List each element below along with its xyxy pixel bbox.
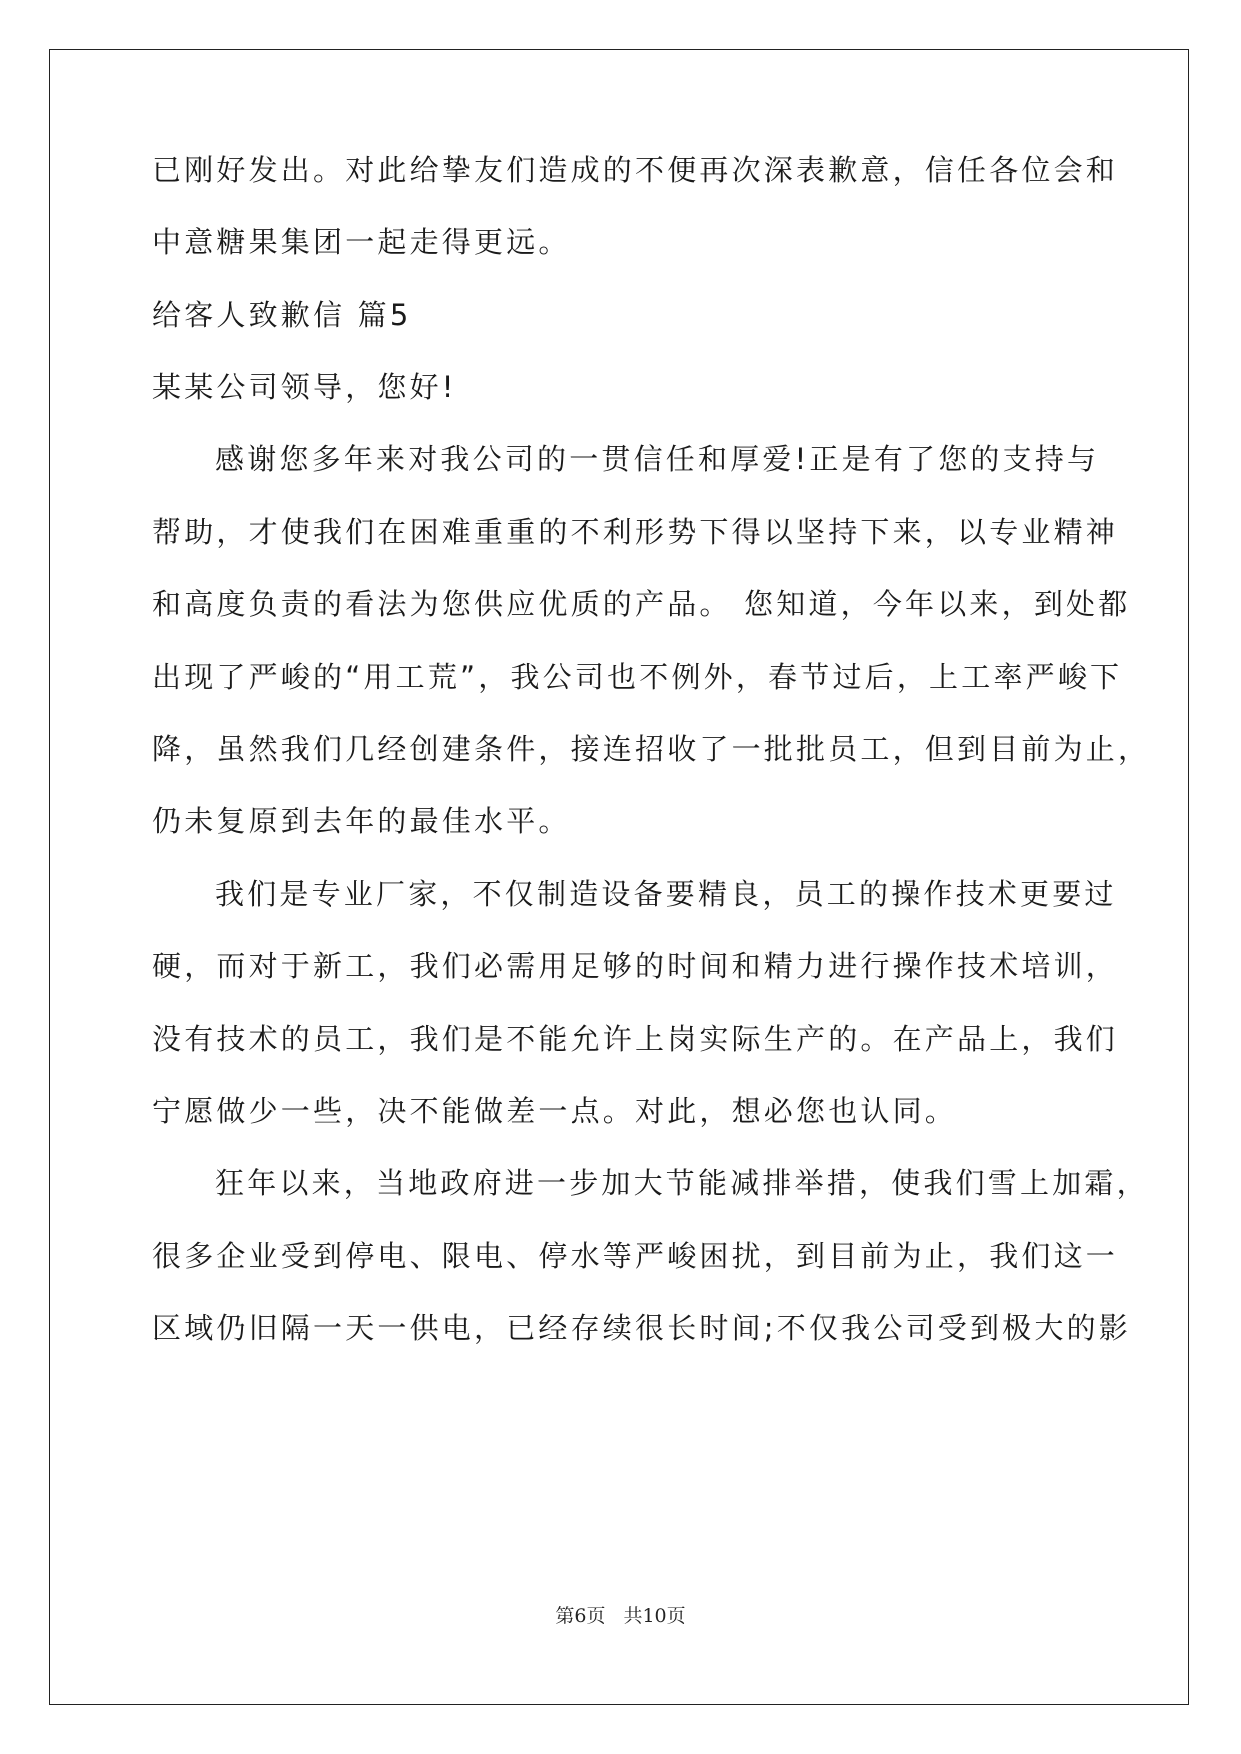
- body-line: 区域仍旧隔一天一供电，已经存续很长时间;不仅我公司受到极大的影: [152, 1311, 1131, 1345]
- body-line: 我们是专业厂家，不仅制造设备要精良，员工的操作技术更要过: [215, 877, 1117, 911]
- body-line: 和高度负责的看法为您供应优质的产品。 您知道，今年以来，到处都: [152, 587, 1131, 621]
- salutation: 某某公司领导，您好!: [152, 370, 457, 404]
- body-line: 出现了严峻的“用工荒”，我公司也不例外，春节过后，上工率严峻下: [152, 660, 1123, 694]
- body-line: 没有技术的员工，我们是不能允许上岗实际生产的。在产品上，我们: [152, 1022, 1119, 1056]
- body-line: 宁愿做少一些，决不能做差一点。对此，想必您也认同。: [152, 1094, 958, 1128]
- body-line: 狂年以来，当地政府进一步加大节能减排举措，使我们雪上加霜，: [215, 1166, 1149, 1200]
- body-line: 硬，而对于新工，我们必需用足够的时间和精力进行操作技术培训，: [152, 949, 1119, 983]
- page-footer: [0, 1601, 1241, 1628]
- section-heading: 给客人致歉信 篇5: [152, 298, 412, 332]
- page-number: 第6页: [555, 1605, 606, 1627]
- body-line: 帮助，才使我们在困难重重的不利形势下得以坚持下来，以专业精神: [152, 515, 1119, 549]
- body-line: 仍未复原到去年的最佳水平。: [152, 804, 571, 838]
- body-line: 中意糖果集团一起走得更远。: [152, 225, 571, 259]
- body-line: 已刚好发出。对此给挚友们造成的不便再次深表歉意，信任各位会和: [152, 153, 1119, 187]
- body-line: 降，虽然我们几经创建条件，接连招收了一批批员工，但到目前为止，: [152, 732, 1151, 766]
- body-line: 很多企业受到停电、限电、停水等严峻困扰，到目前为止，我们这一: [152, 1239, 1119, 1273]
- page-total: 共10页: [623, 1605, 686, 1627]
- body-line: 感谢您多年来对我公司的一贯信任和厚爱!正是有了您的支持与: [215, 442, 1100, 476]
